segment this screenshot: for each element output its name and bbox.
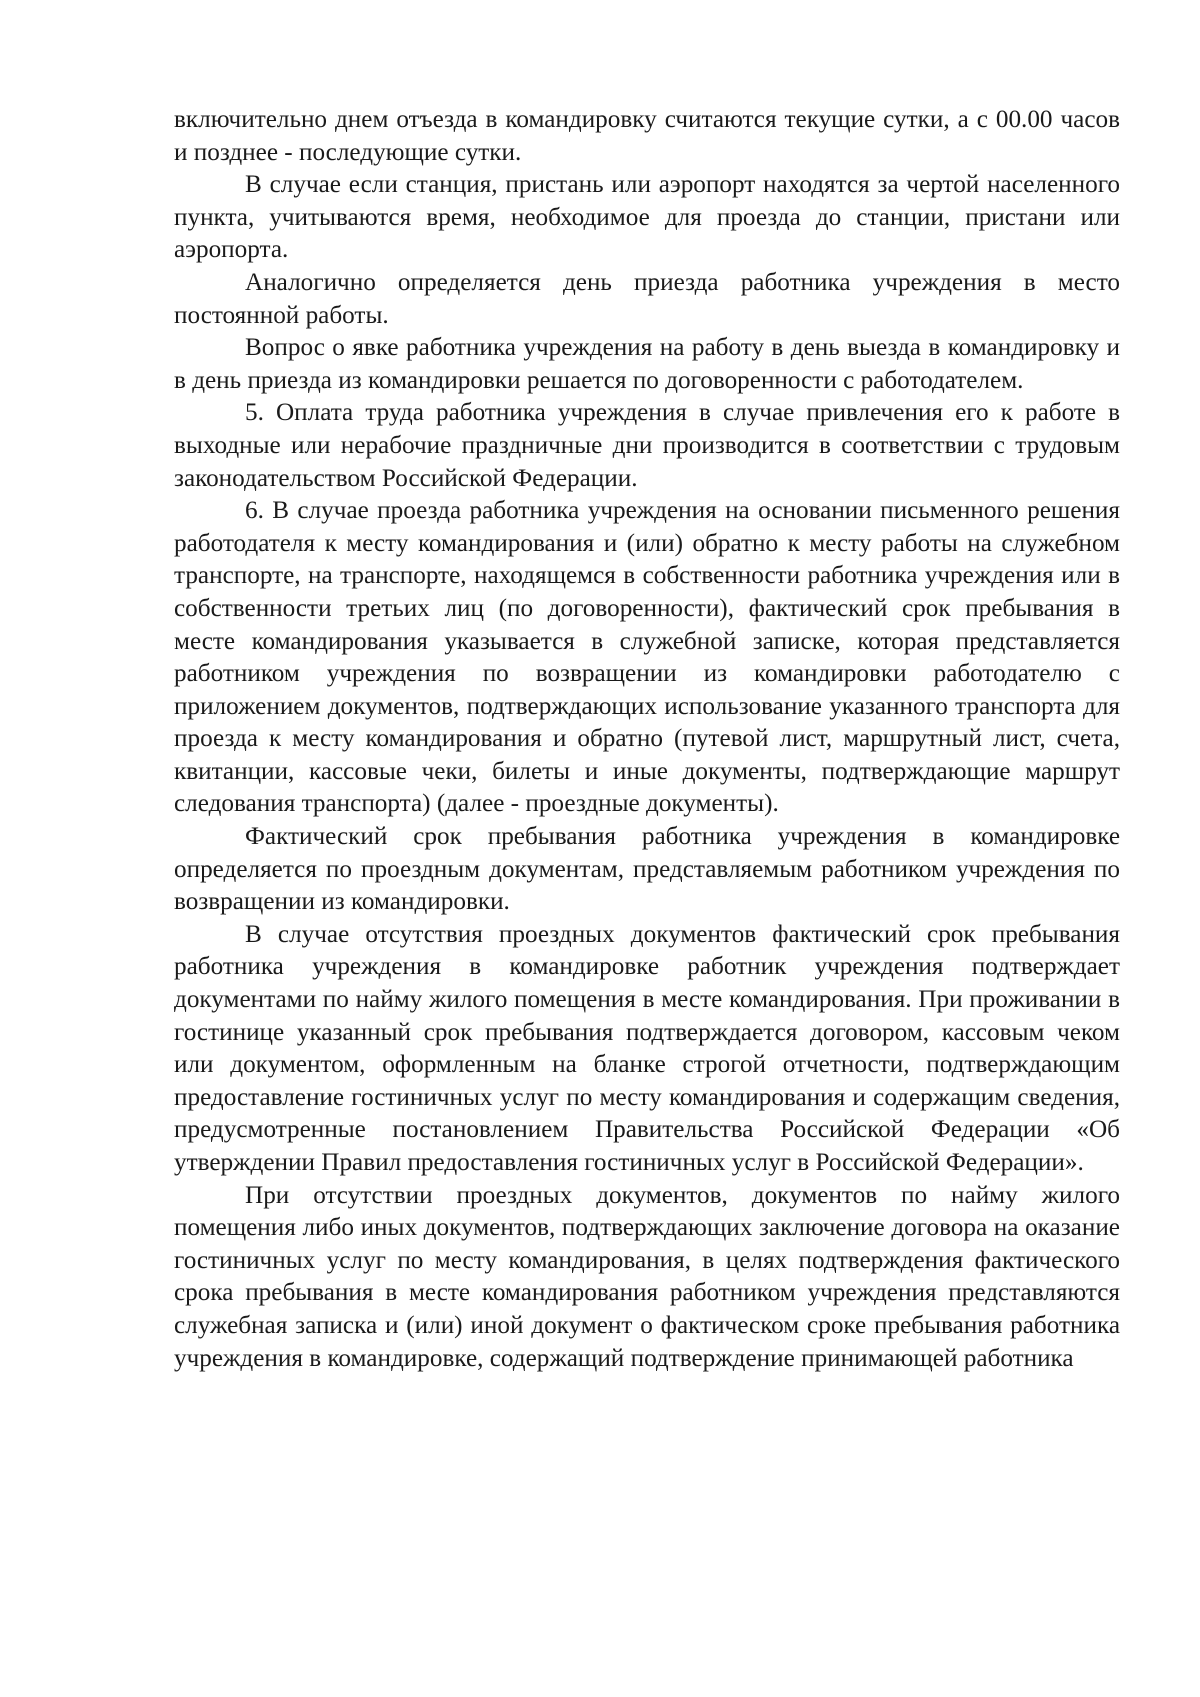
paragraph-attendance-question: Вопрос о явке работника учреждения на работу в день выезда в командировку и в день приезда из командировки решается по договоренности с работодателем. [174,334,1120,394]
paragraph-continuation: включительно днем отъезда в командировку считаются текущие сутки, а с 00.00 часов и позднее - последующие сутки. [174,106,1120,166]
document-body [174,104,1120,1375]
paragraph-item-6-transport: 6. В случае проезда работника учреждения на основании письменного решения работодателя к месту командирования и (или) обратно к месту работы на служебном транспорте, на транспорте, находящемся в собственности работника учреждения или в собственности третьих лиц (по договоренности), фактический срок пребывания в месте командирования указывается в служебной записке, которая представляется работником учреждения по возвращении из командировки работодателю с приложением документов, подтверждающих использование указанного транспорта для проезда к месту командирования и обратно (путевой лист, маршрутный лист, счета, квитанции, кассовые чеки, билеты и иные документы, подтверждающие маршрут следования транспорта) (далее - проездные документы). [174,497,1120,818]
paragraph-station-outside-settlement: В случае если станция, пристань или аэропорт находятся за чертой населенного пункта, учитываются время, необходимое для проезда до станции, пристани или аэропорта. [174,171,1120,264]
paragraph-no-documents-memo: При отсутствии проездных документов, документов по найму жилого помещения либо иных документов, подтверждающих заключение договора на оказание гостиничных услуг по месту командирования, в целях подтверждения фактического срока пребывания в месте командирования работником учреждения представляются служебная записка и (или) иной документ о фактическом сроке пребывания работника учреждения в командировке, содержащий подтверждение принимающей работника [174,1181,1120,1372]
paragraph-no-travel-documents: В случае отсутствия проездных документов фактический срок пребывания работника учреждения в командировке работник учреждения подтверждает документами по найму жилого помещения в месте командирования. При проживании в гостинице указанный срок пребывания подтверждается договором, кассовым чеком или документом, оформленным на бланке строгой отчетности, подтверждающим предоставление гостиничных услуг по месту командирования и содержащим сведения, предусмотренные постановлением Правительства Российской Федерации «Об утверждении Правил предоставления гостиничных услуг в Российской Федерации». [174,920,1120,1176]
paragraph-arrival-day: Аналогично определяется день приезда работника учреждения в место постоянной работы. [174,268,1120,329]
paragraph-actual-stay-term: Фактический срок пребывания работника учреждения в командировке определяется по проездным документам, представляемым работником учреждения по возвращении из командировки. [174,823,1120,916]
paragraph-item-5-payment: 5. Оплата труда работника учреждения в случае привлечения его к работе в выходные или нерабочие праздничные дни производится в соответствии с трудовым законодательством Российской Федерации. [174,399,1120,492]
